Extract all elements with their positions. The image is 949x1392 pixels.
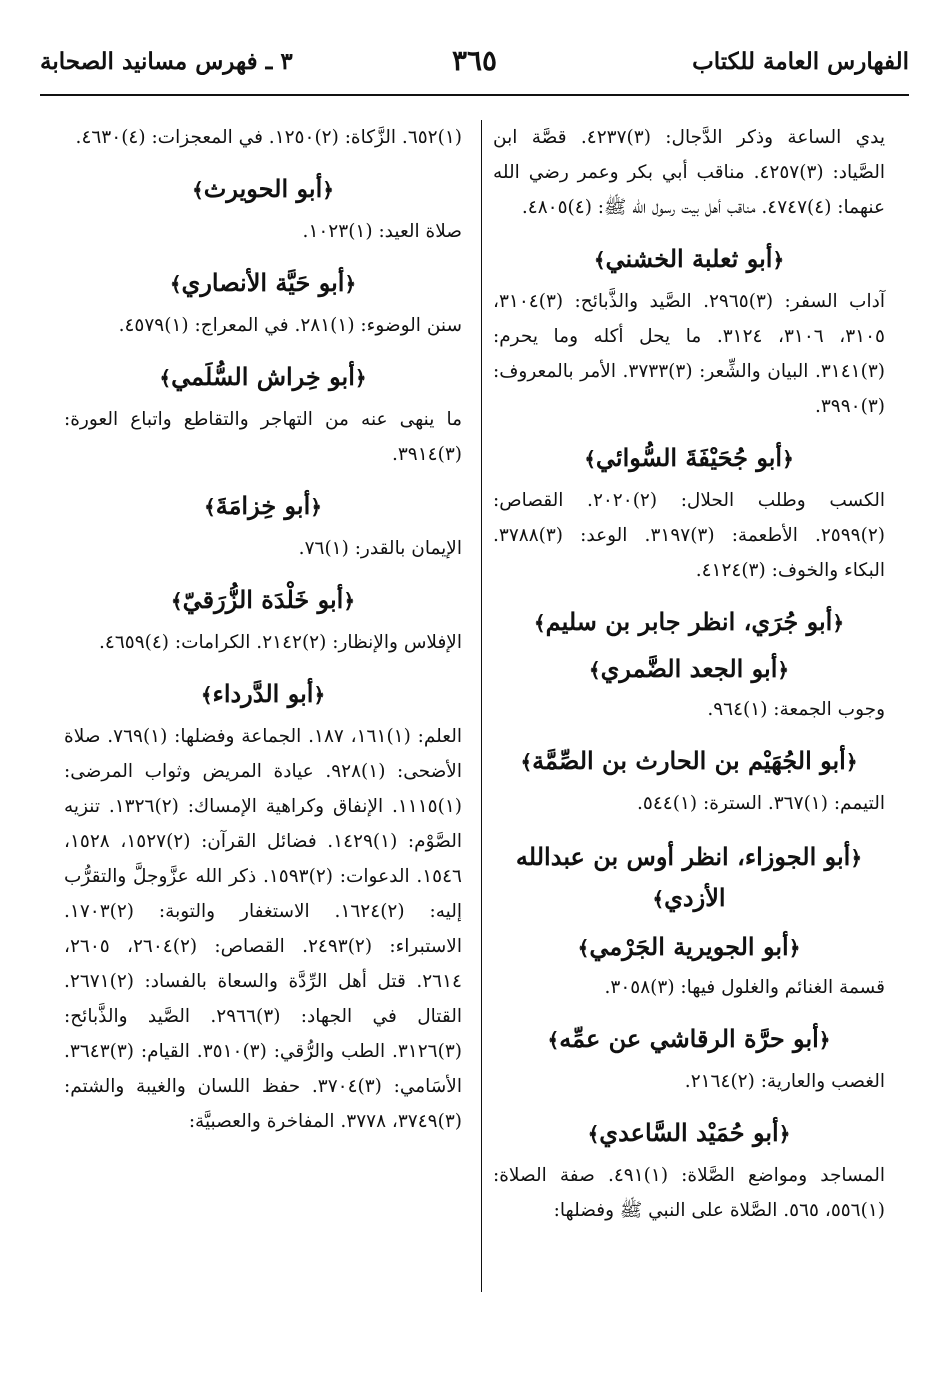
entry-text: آداب السفر: (٣)٢٩٦٥. الصَّيد والذَّبائح: (٣)٣١٠٤، ٣١٠٥، ٣١٠٦، ٣١٢٤. ما يحل أكله وما يحرم: (٣)٣١٤١. البيان والشِّعر: (٣)٣٧٣٣. الأمر بالمعروف: (٣)٣٩٩٠. bbox=[493, 291, 885, 417]
entry-title: ﴿أبو خِراش السُّلَمي﴾ bbox=[159, 362, 367, 391]
entry-text: الإيمان بالقدر: (١)٧٦. bbox=[298, 538, 462, 559]
entry-title: ﴿أبو الجُهَيْم بن الحارث بن الصِّمَّة﴾ bbox=[520, 746, 858, 775]
entry-text: الغصب والعارية: (٢)٢١٦٤. bbox=[684, 1071, 885, 1092]
running-title: الفهارس العامة للكتاب bbox=[692, 48, 909, 75]
entry-title: ﴿أبو خِزامَةَ﴾ bbox=[203, 491, 322, 520]
entry-title: ﴿أبو جُحَيْفَةَ السُّوائي﴾ bbox=[584, 443, 794, 472]
entry-text: وجوب الجمعة: (١)٩٦٤. bbox=[707, 699, 885, 720]
column-divider bbox=[481, 120, 482, 1292]
entry-title: ﴿أبو خَلْدَة الزُّرَقيّ﴾ bbox=[170, 585, 356, 614]
entry-title: ﴿أبو جُرَي، انظر جابر بن سليم﴾ bbox=[533, 607, 845, 636]
entry-title: ﴿أبو حُمَيْد السَّاعدي﴾ bbox=[587, 1118, 791, 1147]
entry-text: يدي الساعة وذكر الدَّجال: (٣)٤٢٣٧. قصَّة ابن الصَّياد: (٣)٤٢٥٧. مناقب أبي بكر وعمر رضي الله عنهما: (٤)٤٧٤٧. مناقب أهل بيت رسول الله ﷺ: (٤)٤٨٠٥. bbox=[493, 127, 886, 218]
entry-text: العلم: (١)١٦١، ١٨٧. الجماعة وفضلها: (١)٧٦٩. صلاة الأضحى: (١)٩٢٨. عيادة المريض وثواب المرضى: (١)١١١٥. الإنفاق وكراهية الإمساك: (٢)١٣٢٦. تنزيه الصَّوْم: (١)١٤٢٩. فضائل القرآن: (٢)١٥٢٧، ١٥٢٨، ١٥٤٦. الدعوات: (٢)١٥٩٣. ذكر الله عزَّوجلَّ والتقرُّب إليه: (٢)١٦٢٤. الاستغفار والتوبة: (٢)١٧٠٣. الاستبراء: (٢)٢٤٩٣. القصاص: (٢)٢٦٠٤، ٢٦٠٥، ٢٦١٤. قتل أهل الرِّدَّة والسعاة بالفساد: (٢)٢٦٧١. القتال في الجهاد: (٣)٢٩٦٦. الصَّيد والذَّبائح: (٣)٣١٢٦. الطب والرُّقي: (٣)٣٥١٠. القيام: (٣)٣٦٤٣. الأسَامي: (٣)٣٧٠٤. حفظ اللسان والغيبة والشتم: (٣)٣٧٤٩، ٣٧٧٨. المفاخرة والعصبيَّة: bbox=[64, 726, 463, 1132]
entry-title: ﴿أبو حرَّة الرقاشي عن عمِّه﴾ bbox=[547, 1024, 831, 1053]
entry-title: ﴿أبو الجويرية الجَرْمي﴾ bbox=[577, 932, 801, 961]
right-column bbox=[493, 120, 885, 1228]
entry-title: ﴿أبو الجعد الضَّمري﴾ bbox=[588, 654, 790, 683]
entry-text: التيمم: (١)٣٦٧. السترة: (١)٥٤٤. bbox=[637, 793, 885, 814]
entry-text: صلاة العيد: (١)١٠٢٣. bbox=[302, 221, 462, 242]
entry-title: ﴿أبو حَيَّة الأنصاري﴾ bbox=[169, 268, 357, 297]
entry-title: ﴿أبو ثعلبة الخشني﴾ bbox=[593, 244, 785, 273]
header-rule bbox=[40, 94, 909, 96]
page-header bbox=[40, 44, 909, 84]
page-number: ٣٦٥ bbox=[451, 44, 498, 77]
entry-text: ما ينهى عنه من التهاجر والتقاطع واتباع العورة: (٣)٣٩١٤. bbox=[64, 409, 462, 465]
entry-text: المساجد ومواضع الصَّلاة: (١)٤٩١. صفة الصلاة: (١)٥٥٦، ٥٦٥. الصَّلاة على النبي ﷺ وفضلها: bbox=[493, 1165, 885, 1221]
entry-text: الكسب وطلب الحلال: (٢)٢٠٢٠. القصاص: (٢)٢٥٩٩. الأطعمة: (٣)٣١٩٧. الوعد: (٣)٣٧٨٨. البكاء والخوف: (٣)٤١٢٤. bbox=[493, 490, 885, 581]
entry-title: ﴿أبو الحويرث﴾ bbox=[192, 174, 334, 203]
entry-title: ﴿أبو الجوزاء، انظر أوس بن عبدالله الأزدي﴾ bbox=[515, 842, 863, 912]
entry-text: قسمة الغنائم والغلول فيها: (٣)٣٠٥٨. bbox=[604, 977, 885, 998]
left-column bbox=[64, 120, 462, 1139]
entry-title: ﴿أبو الدَّرداء﴾ bbox=[200, 679, 326, 708]
section-title: ٣ ـ فهرس مسانيد الصحابة bbox=[40, 48, 293, 75]
entry-text: الإفلاس والإنظار: (٢)٢١٤٢. الكرامات: (٤)٤٦٥٩. bbox=[99, 632, 462, 653]
entry-text: سنن الوضوء: (١)٢٨١. في المعراج: (١)٤٥٧٩. bbox=[118, 315, 462, 336]
entry-text: (١)٦٥٢. الزَّكاة: (٢)١٢٥٠. في المعجزات: (٤)٤٦٣٠. bbox=[75, 127, 462, 148]
